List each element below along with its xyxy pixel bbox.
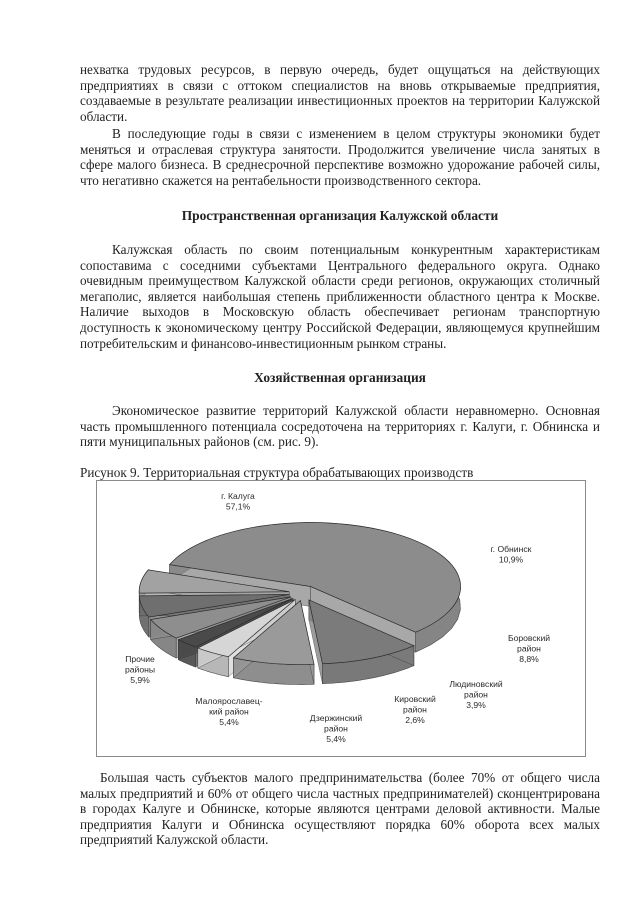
heading-spatial-organization: Пространственная организация Калужской области xyxy=(181,208,499,223)
pie-label-8: Прочие районы 5,9% xyxy=(124,654,156,685)
pie-label-4: Людиновский район 3,9% xyxy=(449,679,503,710)
paragraph-labor-shortage: нехватка трудовых ресурсов, в первую очередь, будет ощущаться на действующих предприятиях в связи с оттоком специалистов на вновь открываемые предприятия, создаваемые в результате реализации инвестиционных проектов на территории Калужской области. xyxy=(80,62,600,124)
pie-label-2: г. Обнинск 10,9% xyxy=(490,544,532,565)
pie-label-3: Боровский район 8,8% xyxy=(507,633,551,664)
pie-label-5: Кировский район 2,6% xyxy=(394,694,436,725)
paragraph-small-business: Большая часть субъектов малого предпринимательства (более 70% от общего числа малых предприятий и 60% от общего числа частных предпринимателей) сконцентрирована в городах Калуге и Обнинске, которые являются центрами деловой активности. Малые предприятия Калуги и Обнинска осуществляют порядка 60% оборота всех малых предприятий Калужской области. xyxy=(80,770,600,848)
pie-label-6: Дзержинский район 5,4% xyxy=(309,713,363,744)
paragraph-uneven-development: Экономическое развитие территорий Калужской области неравномерно. Основная часть промышленного потенциала сосредоточена на территориях г. Калуги, г. Обнинска и пяти муниципальных районов (см. рис. 9). xyxy=(80,403,600,450)
heading-economic-organization: Хозяйственная организация xyxy=(254,370,426,385)
paragraph-competitive-position: Калужская область по своим потенциальным конкурентным характеристикам сопоставима с соседними субъектами Центрального федерального округа. Однако очевидным преимуществом Калужской области среди регионов, окружающих столичный мегаполис, является наибольшая степень приближенности областного центра к Москве. Наличие выходов в Московскую область обеспечивает регионам транспортную доступность к экономическому центру Российской Федерации, являющемуся крупнейшим потребительским и финансово-инвестиционным рынком страны. xyxy=(80,242,600,351)
pie-label-1: г. Калуга 57,1% xyxy=(221,491,255,512)
pie-chart xyxy=(97,481,585,756)
figure-caption: Рисунок 9. Территориальная структура обрабатывающих производств xyxy=(80,465,474,480)
paragraph-employment-structure: В последующие годы в связи с изменением в целом структуры экономики будет меняться и отраслевая структура занятости. Продолжится увеличение числа занятых в сфере малого бизнеса. В среднесрочной перспективе возможно удорожание рабочей силы, что негативно скажется на рентабельности производственного сектора. xyxy=(80,126,600,188)
pie-chart-frame xyxy=(96,480,586,757)
pie-label-7: Малоярославец-кий район 5,4% xyxy=(195,696,263,727)
